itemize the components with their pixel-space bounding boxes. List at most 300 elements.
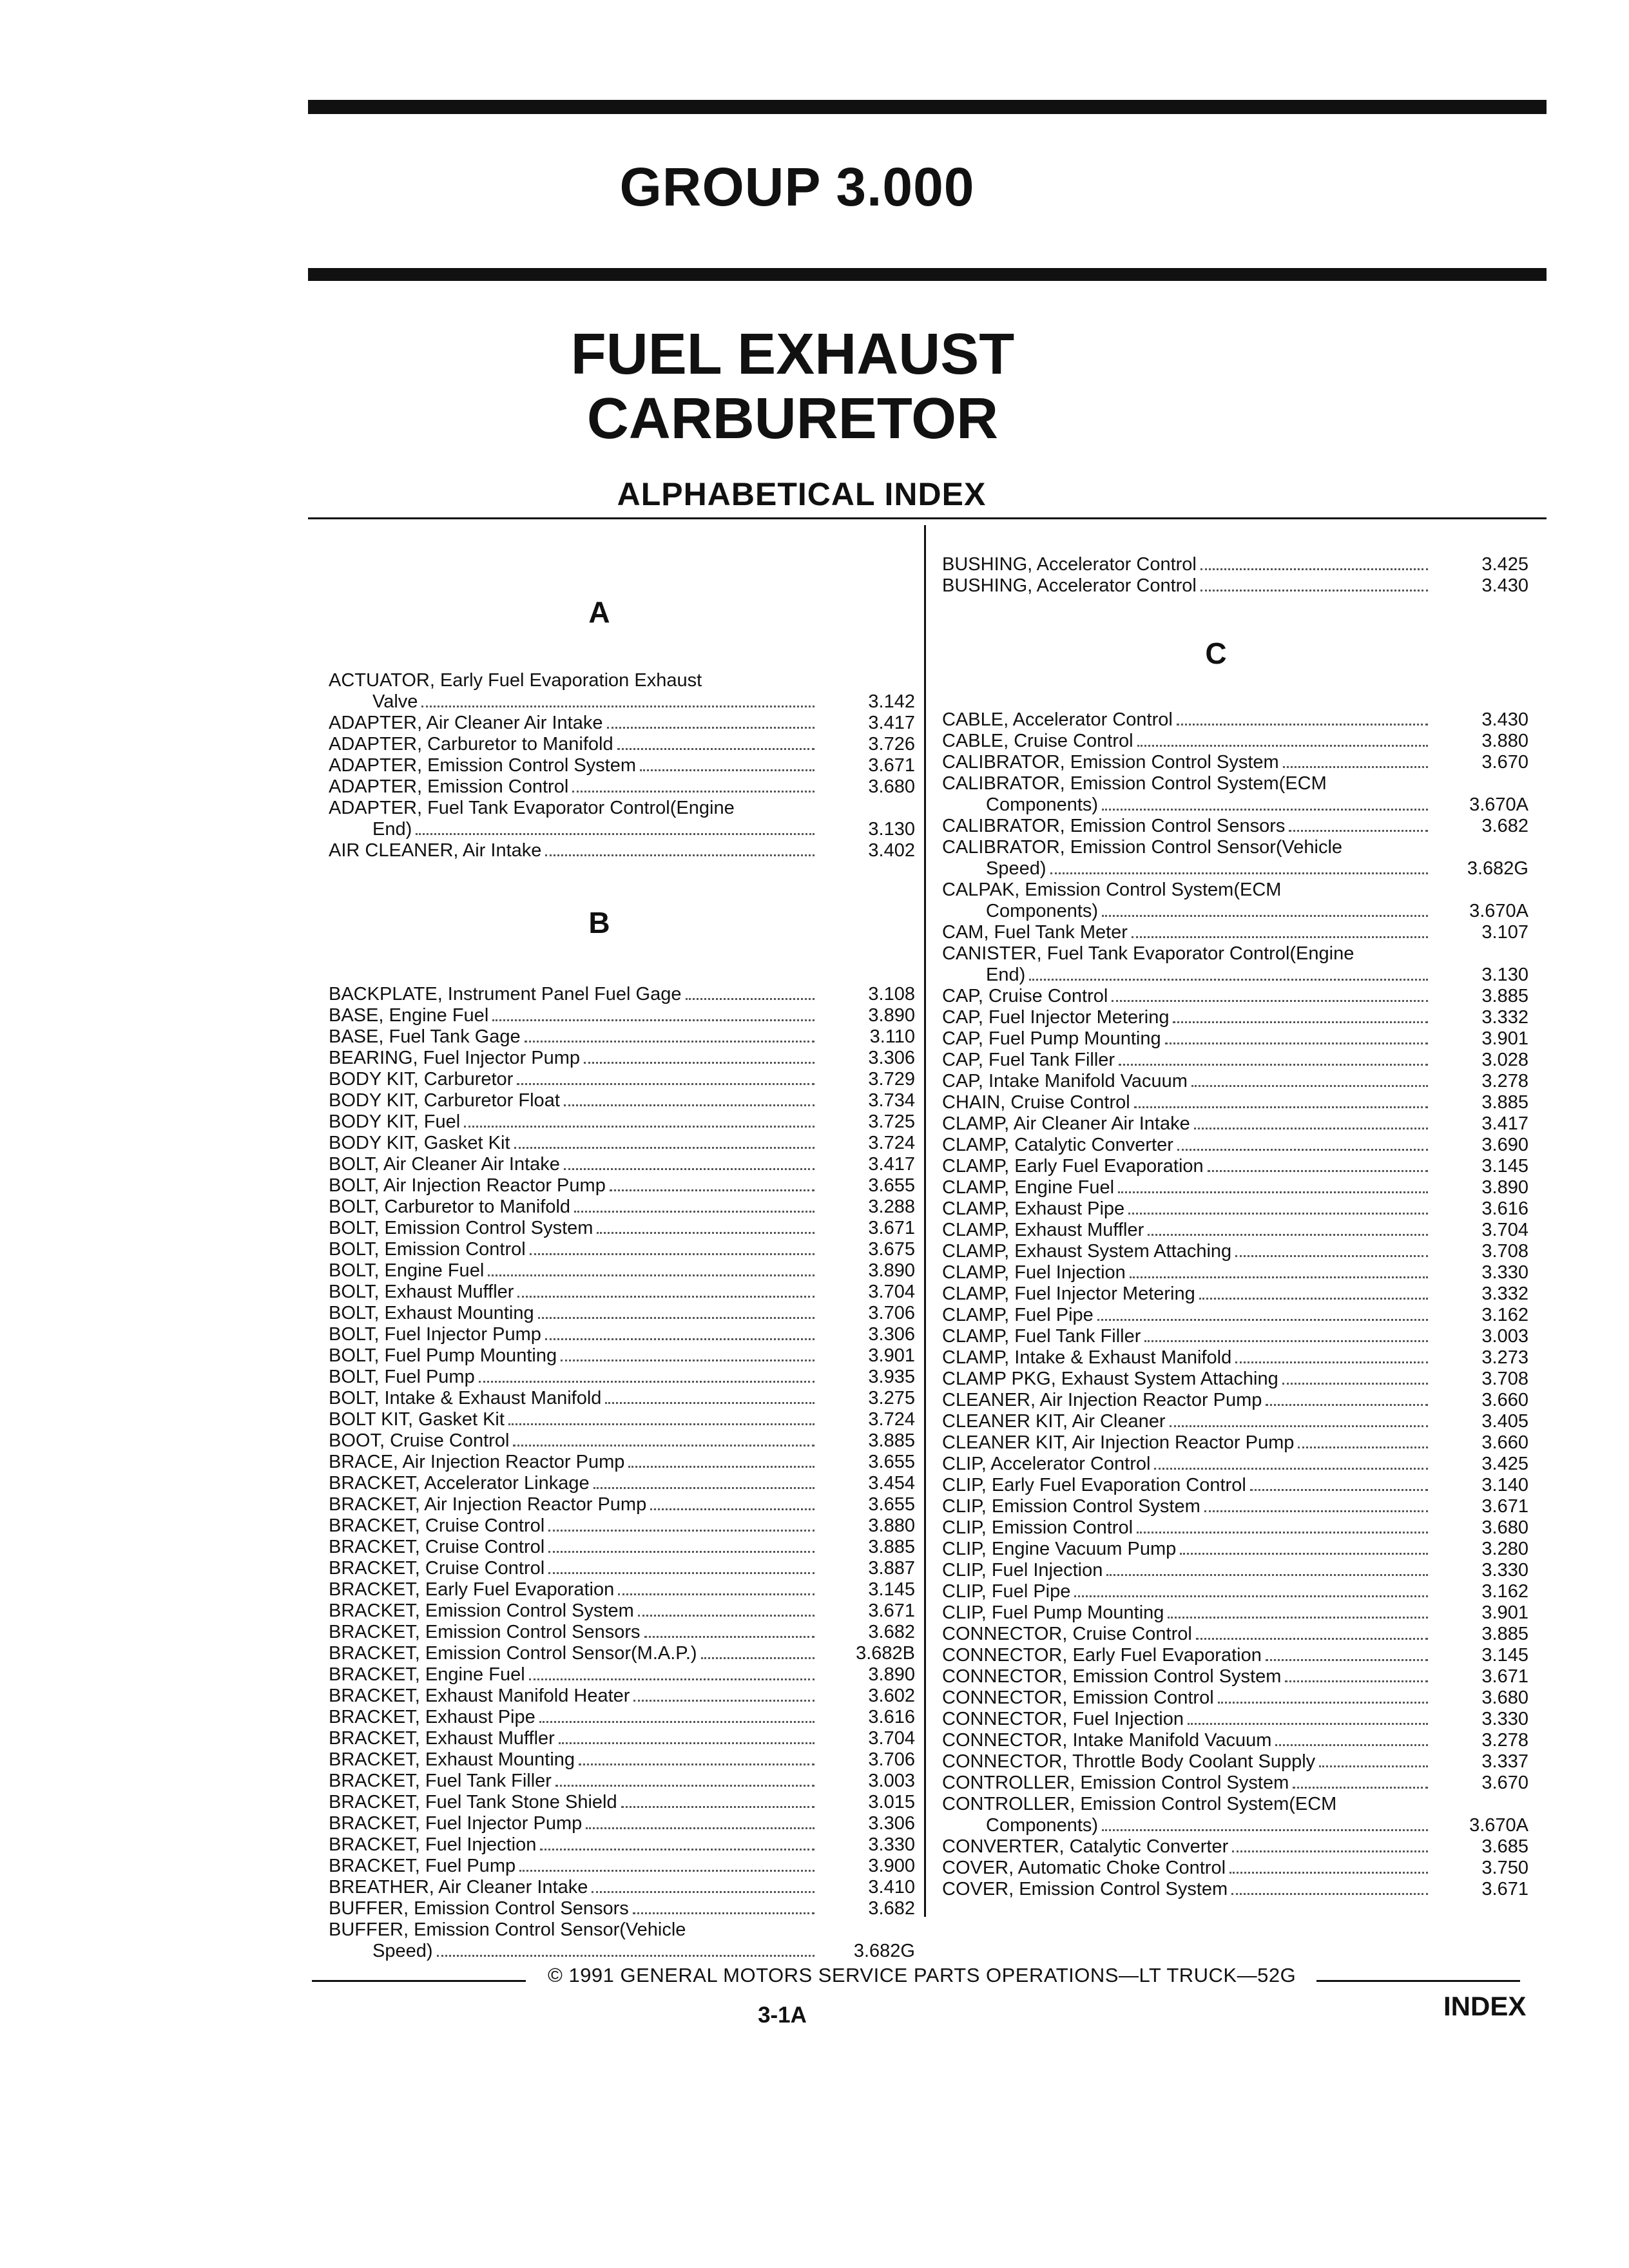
entry-page-ref: 3.704	[1481, 1220, 1528, 1240]
index-entry	[329, 1515, 915, 1537]
index-entry	[942, 773, 1528, 816]
entry-page-ref: 3.670A	[1469, 901, 1528, 921]
entry-name: BRACKET, Cruise Control	[329, 1515, 545, 1536]
entry-page-ref: 3.706	[868, 1303, 915, 1323]
entry-page-ref: 3.275	[868, 1388, 915, 1408]
entry-name: COVER, Emission Control System	[942, 1879, 1228, 1899]
section-letter-b: B	[588, 906, 610, 939]
entry-name: BOLT KIT, Gasket Kit	[329, 1409, 505, 1430]
entry-page-ref: 3.602	[868, 1686, 915, 1706]
entry-page-ref: 3.729	[868, 1069, 915, 1090]
index-entry	[942, 1113, 1528, 1135]
dot-leader	[525, 1041, 815, 1043]
entry-page-ref: 3.671	[868, 1600, 915, 1621]
dot-leader	[530, 1253, 815, 1255]
entry-page-ref: 3.901	[1481, 1028, 1528, 1049]
entry-page-ref: 3.890	[868, 1260, 915, 1281]
index-entry	[942, 709, 1528, 731]
dot-leader	[1137, 745, 1428, 747]
dot-leader	[416, 833, 815, 835]
dot-leader	[1180, 1553, 1428, 1555]
entry-name: CLAMP, Exhaust Muffler	[942, 1220, 1144, 1240]
dot-leader	[1229, 1872, 1428, 1874]
index-entry	[329, 1324, 915, 1345]
index-entry	[942, 1794, 1528, 1836]
index-entry	[329, 1175, 915, 1196]
dot-leader	[579, 1763, 815, 1765]
entry-page-ref: 3.142	[868, 691, 915, 712]
index-entry	[329, 1048, 915, 1069]
dot-leader	[686, 998, 815, 1000]
entry-page-ref: 3.670A	[1469, 1815, 1528, 1836]
index-entry	[942, 1092, 1528, 1113]
index-entry	[329, 1664, 915, 1686]
index-entry	[942, 1581, 1528, 1602]
entry-name: BRACKET, Fuel Injector Pump	[329, 1813, 583, 1834]
entry-page-ref: 3.675	[868, 1239, 915, 1260]
entry-name-continued: Components)	[986, 901, 1099, 921]
entry-page-ref: 3.616	[868, 1707, 915, 1727]
entry-page-ref: 3.454	[868, 1473, 915, 1494]
index-entry	[942, 1347, 1528, 1369]
dot-leader	[1293, 1787, 1428, 1789]
entry-name: AIR CLEANER, Air Intake	[329, 840, 542, 861]
entry-name: CABLE, Cruise Control	[942, 731, 1133, 751]
dot-leader	[605, 1402, 815, 1404]
index-entry	[942, 1305, 1528, 1326]
entry-name: CLAMP, Early Fuel Evaporation	[942, 1156, 1204, 1177]
entry-name: CLAMP, Intake & Exhaust Manifold	[942, 1347, 1232, 1368]
entry-page-ref: 3.682B	[856, 1643, 915, 1664]
index-entry	[942, 1369, 1528, 1390]
dot-leader	[1173, 1021, 1428, 1023]
dot-leader	[1235, 1255, 1428, 1257]
dot-leader	[464, 1126, 815, 1128]
entry-page-ref: 3.130	[868, 819, 915, 840]
entry-page-ref: 3.405	[1481, 1411, 1528, 1432]
entry-name: CALIBRATOR, Emission Control System	[942, 752, 1279, 773]
index-entry	[329, 1367, 915, 1388]
entry-page-ref: 3.145	[1481, 1156, 1528, 1177]
entry-name: BUFFER, Emission Control Sensors	[329, 1898, 629, 1919]
entry-name: BASE, Fuel Tank Gage	[329, 1026, 521, 1047]
dot-leader	[617, 748, 815, 750]
entry-name: CLIP, Accelerator Control	[942, 1454, 1151, 1474]
dot-leader	[1050, 872, 1428, 874]
dot-leader	[1074, 1595, 1428, 1597]
entry-name: BRACKET, Emission Control Sensors	[329, 1622, 641, 1642]
dot-leader	[1154, 1468, 1428, 1470]
dot-leader	[1232, 1850, 1428, 1852]
dot-leader	[479, 1381, 815, 1383]
entry-name: BOLT, Fuel Pump	[329, 1367, 475, 1387]
dot-leader	[1275, 1744, 1428, 1746]
index-header-rule	[308, 517, 1547, 519]
entry-name: BODY KIT, Fuel	[329, 1111, 461, 1132]
entry-page-ref: 3.410	[868, 1877, 915, 1898]
entry-page-ref: 3.682G	[853, 1941, 915, 1961]
entry-name: BRACKET, Exhaust Pipe	[329, 1707, 535, 1727]
section-letter-c: C	[1205, 636, 1227, 670]
dot-leader	[488, 1274, 815, 1276]
index-entry	[329, 1111, 915, 1133]
index-entry	[329, 1537, 915, 1558]
entry-name: BOLT, Fuel Injector Pump	[329, 1324, 541, 1345]
entry-page-ref: 3.680	[868, 776, 915, 797]
index-entry	[942, 837, 1528, 879]
index-entry	[329, 1069, 915, 1090]
entry-name: CLIP, Emission Control	[942, 1517, 1133, 1538]
dot-leader	[593, 1487, 815, 1489]
entry-name: CLAMP, Exhaust System Attaching	[942, 1241, 1232, 1262]
entry-name: CLIP, Emission Control System	[942, 1496, 1200, 1517]
entry-page-ref: 3.145	[1481, 1645, 1528, 1666]
entry-page-ref: 3.145	[868, 1579, 915, 1600]
entry-name-continued: Valve	[372, 691, 418, 712]
dot-leader	[1204, 1510, 1428, 1512]
entry-page-ref: 3.671	[1481, 1666, 1528, 1687]
entry-name: CLIP, Fuel Pipe	[942, 1581, 1071, 1602]
dot-leader	[1218, 1702, 1428, 1704]
entry-name: CLAMP, Fuel Pipe	[942, 1305, 1094, 1325]
dot-leader	[592, 1891, 815, 1893]
entry-page-ref: 3.726	[868, 734, 915, 754]
index-entry	[942, 943, 1528, 986]
entry-page-ref: 3.162	[1481, 1581, 1528, 1602]
index-entry	[942, 554, 1528, 575]
entry-name: CLEANER KIT, Air Cleaner	[942, 1411, 1166, 1432]
dot-leader	[1319, 1765, 1428, 1767]
dot-leader	[492, 1019, 815, 1021]
index-entry	[329, 1898, 915, 1919]
entry-page-ref: 3.682	[868, 1622, 915, 1642]
dot-leader	[618, 1593, 815, 1595]
entry-page-ref: 3.015	[868, 1792, 915, 1812]
dot-leader	[638, 1615, 815, 1617]
dot-leader	[421, 706, 815, 707]
index-entry	[942, 1135, 1528, 1156]
entry-page-ref: 3.306	[868, 1813, 915, 1834]
dot-leader	[545, 854, 815, 856]
entry-page-ref: 3.708	[1481, 1369, 1528, 1389]
index-entry	[942, 1858, 1528, 1879]
title-line-2: CARBURETOR	[586, 387, 999, 451]
dot-leader	[650, 1508, 815, 1510]
entry-name: CLIP, Early Fuel Evaporation Control	[942, 1475, 1246, 1495]
dot-leader	[584, 1062, 815, 1064]
entry-name: BRACKET, Emission Control Sensor(M.A.P.)	[329, 1643, 697, 1664]
dot-leader	[640, 769, 815, 771]
entry-name: BACKPLATE, Instrument Panel Fuel Gage	[329, 984, 682, 1004]
entry-name: BODY KIT, Gasket Kit	[329, 1133, 510, 1153]
entry-page-ref: 3.278	[1481, 1071, 1528, 1091]
index-entry	[942, 1454, 1528, 1475]
index-entry	[942, 1517, 1528, 1539]
entry-page-ref: 3.682	[1481, 816, 1528, 836]
entry-page-ref: 3.680	[1481, 1517, 1528, 1538]
index-entry	[942, 1050, 1528, 1071]
entry-page-ref: 3.278	[1481, 1730, 1528, 1751]
entry-page-ref: 3.724	[868, 1133, 915, 1153]
entry-page-ref: 3.900	[868, 1856, 915, 1876]
dot-leader	[633, 1912, 815, 1914]
dot-leader	[555, 1785, 815, 1787]
dot-leader	[1112, 1000, 1428, 1002]
entry-name: BRACKET, Exhaust Mounting	[329, 1749, 575, 1770]
entry-page-ref: 3.660	[1481, 1432, 1528, 1453]
bushing-entries	[942, 554, 1528, 597]
index-entry	[329, 1494, 915, 1515]
entry-name: CLAMP, Air Cleaner Air Intake	[942, 1113, 1190, 1134]
entry-name: BUFFER, Emission Control Sensor(Vehicle	[329, 1919, 686, 1940]
entry-name: BRACKET, Cruise Control	[329, 1537, 545, 1557]
index-entry	[942, 1645, 1528, 1666]
entry-name: CONTROLLER, Emission Control System	[942, 1773, 1289, 1793]
index-entry	[329, 1388, 915, 1409]
index-entry	[329, 1600, 915, 1622]
index-entry	[942, 1666, 1528, 1687]
dot-leader	[1118, 1191, 1428, 1193]
dot-leader	[1102, 809, 1428, 811]
entry-name: BRACKET, Accelerator Linkage	[329, 1473, 590, 1494]
entry-page-ref: 3.003	[1481, 1326, 1528, 1347]
dot-leader	[633, 1700, 815, 1702]
index-entry	[942, 575, 1528, 597]
index-entry	[329, 1026, 915, 1048]
entry-name: CANISTER, Fuel Tank Evaporator Control(Engine	[942, 943, 1354, 964]
entry-page-ref: 3.671	[868, 1218, 915, 1238]
entry-name: BRACE, Air Injection Reactor Pump	[329, 1452, 625, 1472]
dot-leader	[1097, 1319, 1428, 1321]
entry-name: BRACKET, Air Injection Reactor Pump	[329, 1494, 647, 1515]
entry-page-ref: 3.655	[868, 1494, 915, 1515]
dot-leader	[559, 1742, 815, 1744]
entry-page-ref: 3.670	[1481, 1773, 1528, 1793]
second-rule	[308, 268, 1547, 281]
entry-name: BOLT, Exhaust Mounting	[329, 1303, 534, 1323]
entry-page-ref: 3.280	[1481, 1539, 1528, 1559]
index-entry	[329, 713, 915, 734]
entry-name: CLAMP, Fuel Injection	[942, 1262, 1126, 1283]
index-entry	[942, 1432, 1528, 1454]
dot-leader	[437, 1955, 815, 1957]
index-entry	[942, 1879, 1528, 1900]
entry-name: BUSHING, Accelerator Control	[942, 554, 1197, 575]
entry-name: CAP, Fuel Pump Mounting	[942, 1028, 1161, 1049]
entry-name: BRACKET, Fuel Tank Stone Shield	[329, 1792, 617, 1812]
entry-page-ref: 3.402	[868, 840, 915, 861]
dot-leader	[1130, 1276, 1428, 1278]
index-entry	[329, 1196, 915, 1218]
dot-leader	[538, 1317, 815, 1319]
index-entry	[942, 1177, 1528, 1198]
index-entry	[329, 1877, 915, 1898]
index-entry	[329, 1005, 915, 1026]
entry-page-ref: 3.140	[1481, 1475, 1528, 1495]
entry-name: BRACKET, Fuel Tank Filler	[329, 1771, 552, 1791]
entry-name: CONTROLLER, Emission Control System(ECM	[942, 1794, 1337, 1814]
entry-name: BRACKET, Exhaust Manifold Heater	[329, 1686, 630, 1706]
entry-name: ADAPTER, Fuel Tank Evaporator Control(Engine	[329, 798, 735, 818]
entry-page-ref: 3.417	[1481, 1113, 1528, 1134]
index-entry	[942, 1709, 1528, 1730]
entry-name: BOLT, Emission Control	[329, 1239, 526, 1260]
dot-leader	[517, 1083, 815, 1085]
entry-name: CLAMP, Fuel Tank Filler	[942, 1326, 1141, 1347]
entry-page-ref: 3.708	[1481, 1241, 1528, 1262]
index-entry	[329, 1282, 915, 1303]
dot-leader	[529, 1678, 815, 1680]
index-entry	[329, 1218, 915, 1239]
entry-name: BUSHING, Accelerator Control	[942, 575, 1197, 596]
dot-leader	[701, 1657, 815, 1659]
index-entry	[942, 1602, 1528, 1624]
entry-page-ref: 3.337	[1481, 1751, 1528, 1772]
entry-name: BRACKET, Cruise Control	[329, 1558, 545, 1579]
entry-page-ref: 3.417	[868, 1154, 915, 1175]
right-column	[942, 554, 1528, 1900]
entry-name: CONNECTOR, Fuel Injection	[942, 1709, 1184, 1729]
dot-leader	[540, 1849, 815, 1850]
dot-leader	[1137, 1532, 1428, 1533]
dot-leader	[1250, 1489, 1428, 1491]
entry-page-ref: 3.288	[868, 1196, 915, 1217]
entry-name: BOLT, Fuel Pump Mounting	[329, 1345, 557, 1366]
entry-page-ref: 3.682G	[1467, 858, 1528, 879]
index-entry	[942, 1326, 1528, 1347]
dot-leader	[607, 727, 815, 729]
index-entry	[329, 1622, 915, 1643]
entry-name: BRACKET, Engine Fuel	[329, 1664, 525, 1685]
section-letter-a: A	[588, 595, 610, 629]
dot-leader	[1266, 1404, 1428, 1406]
entry-name: CLIP, Fuel Pump Mounting	[942, 1602, 1164, 1623]
dot-leader	[548, 1572, 815, 1574]
dot-leader	[1200, 568, 1428, 570]
dot-leader	[1298, 1446, 1428, 1448]
entry-name: CONNECTOR, Early Fuel Evaporation	[942, 1645, 1262, 1666]
index-entry	[329, 1856, 915, 1877]
dot-leader	[564, 1104, 815, 1106]
entry-page-ref: 3.332	[1481, 1283, 1528, 1304]
dot-leader	[1285, 1680, 1428, 1682]
entry-continuation	[942, 965, 1528, 986]
index-entry	[329, 776, 915, 798]
entry-page-ref: 3.306	[868, 1324, 915, 1345]
entry-page-ref: 3.885	[1481, 1624, 1528, 1644]
entry-page-ref: 3.430	[1481, 575, 1528, 596]
dot-leader	[1289, 830, 1428, 832]
entry-name-continued: Speed)	[372, 1941, 433, 1961]
entry-page-ref: 3.671	[1481, 1879, 1528, 1899]
dot-leader	[1283, 766, 1428, 768]
index-entry	[329, 1239, 915, 1260]
entry-page-ref: 3.935	[868, 1367, 915, 1387]
index-entry	[329, 1303, 915, 1324]
entry-name: BEARING, Fuel Injector Pump	[329, 1048, 581, 1068]
entry-page-ref: 3.670A	[1469, 794, 1528, 815]
entry-page-ref: 3.670	[1481, 752, 1528, 773]
index-entry	[329, 798, 915, 840]
entry-name: COVER, Automatic Choke Control	[942, 1858, 1226, 1878]
entry-page-ref: 3.417	[868, 713, 915, 733]
index-entry	[942, 1262, 1528, 1283]
dot-leader	[610, 1189, 815, 1191]
dot-leader	[1191, 1085, 1428, 1087]
entry-name: CLAMP, Exhaust Pipe	[942, 1198, 1125, 1219]
dot-leader	[1106, 1574, 1428, 1576]
index-entry	[942, 1475, 1528, 1496]
index-entry	[942, 1560, 1528, 1581]
index-entry	[942, 816, 1528, 837]
entry-continuation	[942, 858, 1528, 879]
entry-page-ref: 3.110	[869, 1026, 915, 1047]
index-entry	[942, 1390, 1528, 1411]
entry-name: CAM, Fuel Tank Meter	[942, 922, 1128, 943]
entry-name: CHAIN, Cruise Control	[942, 1092, 1130, 1113]
entry-name: BASE, Engine Fuel	[329, 1005, 489, 1026]
entry-page-ref: 3.330	[1481, 1560, 1528, 1581]
index-entry	[942, 1836, 1528, 1858]
index-entry	[942, 1028, 1528, 1050]
entry-page-ref: 3.330	[868, 1834, 915, 1855]
entry-name: BRACKET, Fuel Injection	[329, 1834, 537, 1855]
index-entry	[942, 922, 1528, 943]
entry-name: CLAMP, Fuel Injector Metering	[942, 1283, 1195, 1304]
entry-page-ref: 3.028	[1481, 1050, 1528, 1070]
dot-leader	[1132, 936, 1428, 938]
dot-leader	[519, 1870, 815, 1872]
index-entry	[942, 1220, 1528, 1241]
entry-name: CALIBRATOR, Emission Control System(ECM	[942, 773, 1327, 794]
entry-page-ref: 3.682	[868, 1898, 915, 1919]
dot-leader	[572, 791, 815, 793]
dot-leader	[539, 1721, 815, 1723]
dot-leader	[548, 1551, 815, 1553]
dot-leader	[1119, 1064, 1428, 1066]
entry-continuation	[942, 794, 1528, 816]
index-entry	[329, 1686, 915, 1707]
entry-page-ref: 3.890	[868, 1005, 915, 1026]
dot-leader	[1235, 1361, 1428, 1363]
index-entry	[329, 1643, 915, 1664]
index-entry	[329, 840, 915, 861]
index-entry	[329, 1345, 915, 1367]
entry-name: CONNECTOR, Emission Control System	[942, 1666, 1282, 1687]
dot-leader	[508, 1423, 815, 1425]
dot-leader	[1170, 1425, 1428, 1427]
index-entry	[942, 1198, 1528, 1220]
dot-leader	[561, 1360, 815, 1361]
index-entry	[942, 752, 1528, 773]
entry-continuation	[942, 1815, 1528, 1836]
entry-name: CONNECTOR, Intake Manifold Vacuum	[942, 1730, 1272, 1751]
index-entry	[329, 1558, 915, 1579]
entry-name: BOLT, Carburetor to Manifold	[329, 1196, 571, 1217]
entry-page-ref: 3.885	[868, 1430, 915, 1451]
dot-leader	[545, 1338, 815, 1340]
entry-page-ref: 3.750	[1481, 1858, 1528, 1878]
index-entry	[329, 1260, 915, 1282]
entry-page-ref: 3.885	[1481, 1092, 1528, 1113]
entry-name: CLEANER, Air Injection Reactor Pump	[942, 1390, 1262, 1410]
entry-page-ref: 3.690	[1481, 1135, 1528, 1155]
dot-leader	[574, 1211, 815, 1213]
dot-leader	[628, 1466, 815, 1468]
entry-name-continued: End)	[986, 965, 1026, 985]
index-label: INDEX	[1443, 1991, 1527, 2021]
entry-name: CONVERTER, Catalytic Converter	[942, 1836, 1229, 1857]
